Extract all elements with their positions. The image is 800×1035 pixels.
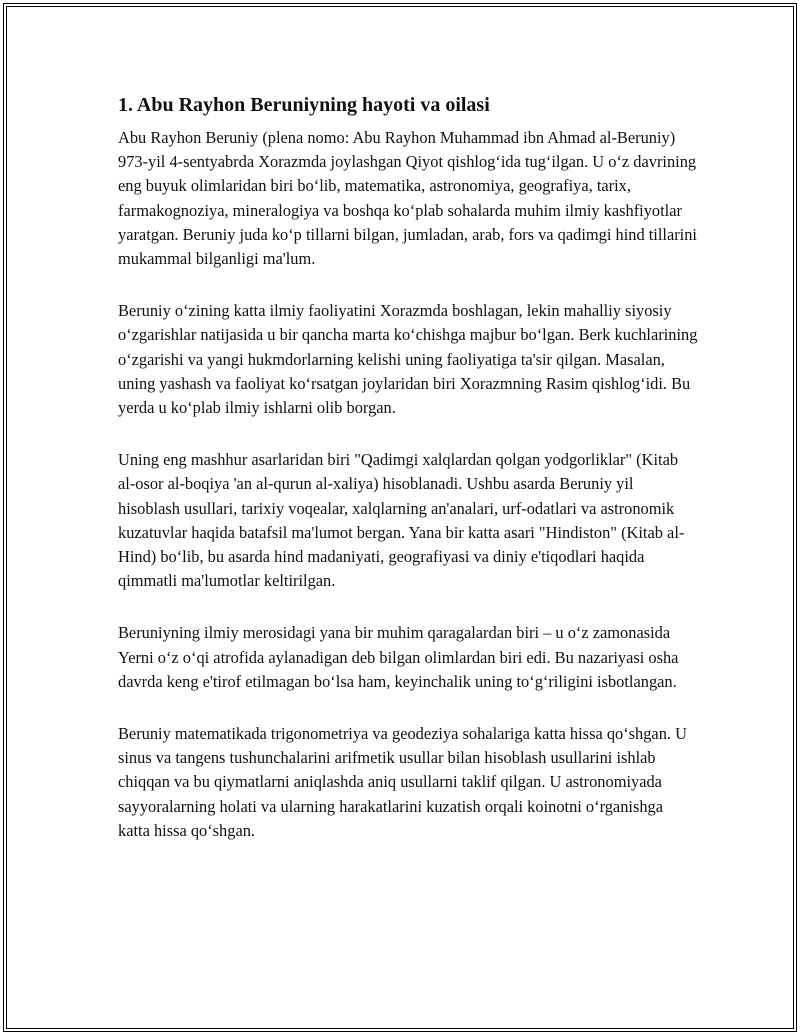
paragraph-5: Beruniy matematikada trigonometriya va geodeziya sohalariga katta hissa qo‘shgan. U sinus va tangens tushunchalarini arifmetik usullar bilan hisoblash usullarini ishlab chiqqan va bu qiymatlarni aniqlashda aniq usullarni taklif qilgan. U astronomiyada sayyoralarning holati va ularning harakatlarini kuzatish orqali koinotni o‘rganishga katta hissa qo‘shgan. [118,724,687,840]
document-body [118,92,698,871]
paragraph-4: Beruniyning ilmiy merosidagi yana bir muhim qaragalardan biri – u o‘z zamonasida Yerni o‘z o‘qi atrofida aylanadigan deb bilgan olimlardan biri edi. Bu nazariyasi osha davrda keng e'tirof etilmagan bo‘lsa ham, keyinchalik uning to‘g‘riligini isbotlangan. [118,623,679,691]
paragraph-2: Beruniy o‘zining katta ilmiy faoliyatini Xorazmda boshlagan, lekin mahalliy siyosiy o‘zgarishlar natijasida u bir qancha marta ko‘chishga majbur bo‘lgan. Berk kuchlarining o‘zgarishi va yangi hukmdorlarning kelishi uning faoliyatiga ta'sir qilgan. Masalan, uning yashash va faoliyat ko‘rsatgan joylaridan biri Xorazmning Rasim qishlog‘idi. Bu yerda u ko‘plab ilmiy ishlarni olib borgan. [118,301,698,418]
paragraph-3: Uning eng mashhur asarlaridan biri "Qadimgi xalqlardan qolgan yodgorliklar" (Kitab al-osor al-boqiya 'an al-qurun al-xaliya) hisoblanadi. Ushbu asarda Beruniy yil hisoblash usullari, tarixiy voqealar, xalqlarning an'analari, urf-odatlari va astronomik kuzatuvlar haqida batafsil ma'lumot bergan. Yana bir katta asari "Hindiston" (Kitab al-Hind) bo‘lib, bu asarda hind madaniyati, geografiyasi va diniy e'tiqodlari haqida qimmatli ma'lumotlar keltirilgan. [118,450,685,591]
paragraph-1: Abu Rayhon Beruniy (plena nomo: Abu Rayhon Muhammad ibn Ahmad al-Beruniy) 973-yil 4-sentyabrda Xorazmda joylashgan Qiyot qishlog‘ida tug‘ilgan. U o‘z davrining eng buyuk olimlaridan biri bo‘lib, matematika, astronomiya, geografiya, tarix, farmakognoziya, mineralogiya va boshqa ko‘plab sohalarda muhim ilmiy kashfiyotlar yaratgan. Beruniy juda ko‘p tillarni bilgan, jumladan, arab, fors va qadimgi hind tillarini mukammal bilganligi ma'lum. [118,128,697,269]
section-title: 1. Abu Rayhon Beruniyning hayoti va oilasi [118,94,490,116]
